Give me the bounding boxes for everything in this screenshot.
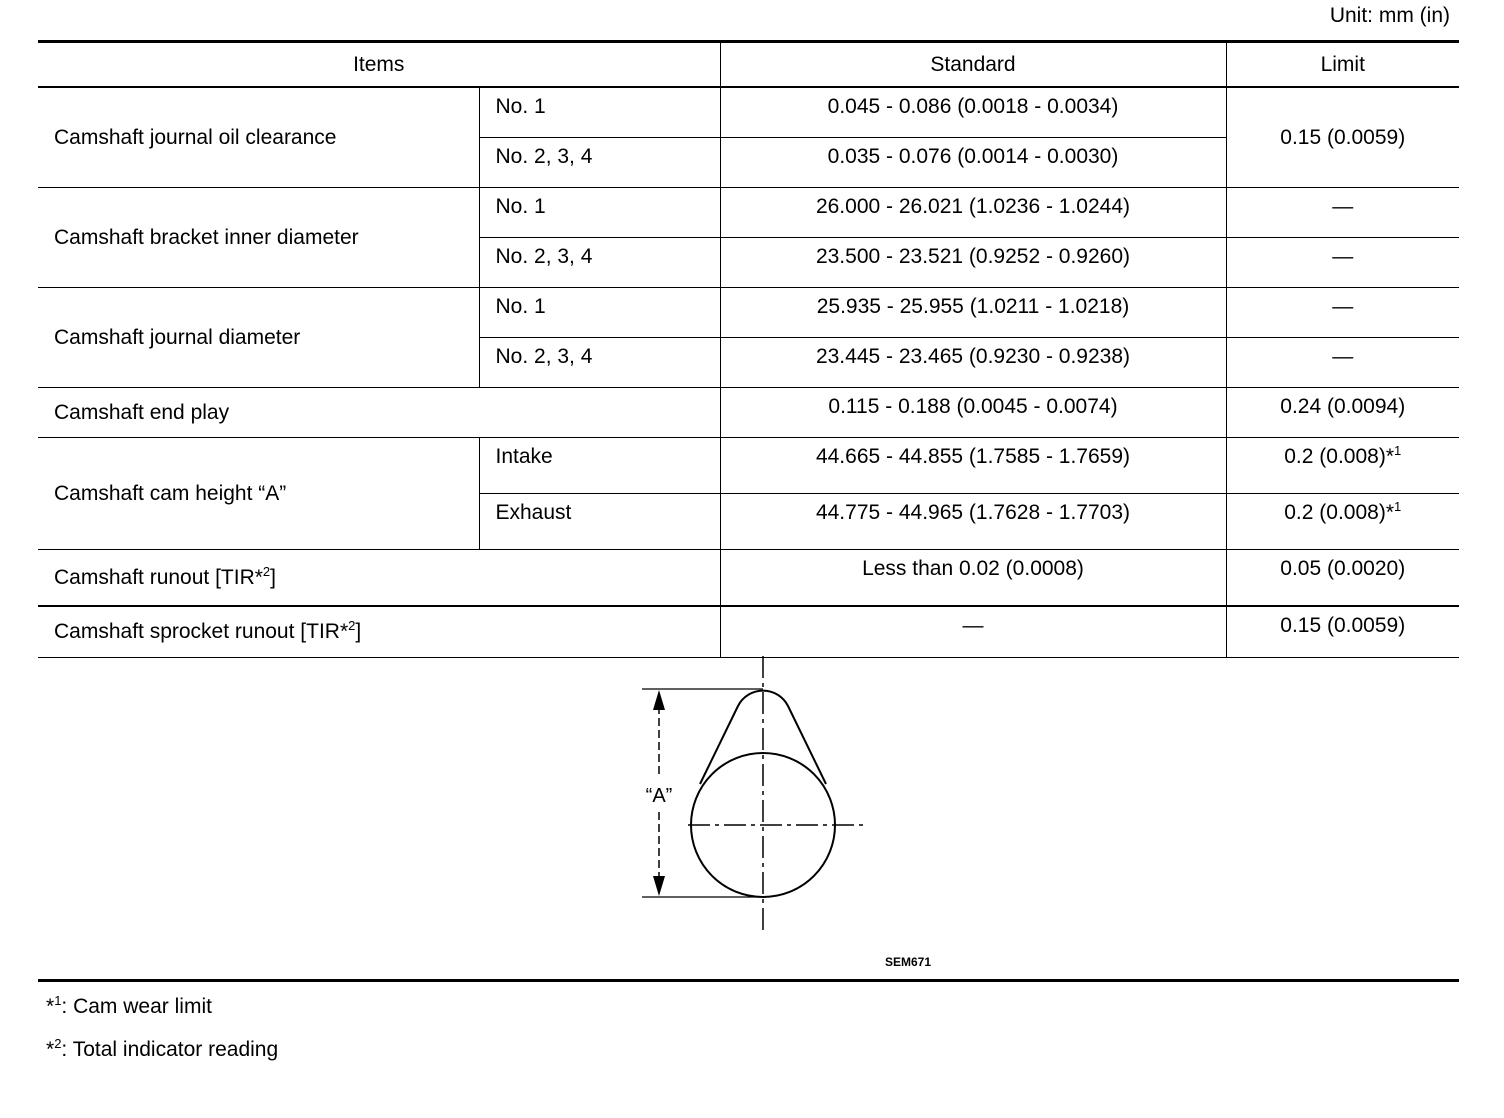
standard-value: 23.500 - 23.521 (0.9252 - 0.9260) <box>720 238 1226 288</box>
camshaft-spec-table <box>38 40 1459 658</box>
sub-item: Intake <box>479 438 720 494</box>
footnote-ref: 2 <box>348 618 356 633</box>
sub-item: Exhaust <box>479 494 720 550</box>
standard-value: Less than 0.02 (0.0008) <box>720 550 1226 607</box>
standard-value: 0.115 - 0.188 (0.0045 - 0.0074) <box>720 388 1226 438</box>
standard-value: 44.775 - 44.965 (1.7628 - 1.7703) <box>720 494 1226 550</box>
figure-code: SEM671 <box>885 955 932 969</box>
footnote-ref: 2 <box>262 563 271 579</box>
sub-item: No. 1 <box>479 87 720 138</box>
limit-value: 0.15 (0.0059) <box>1226 87 1459 188</box>
item-label: Camshaft bracket inner diameter <box>38 188 479 288</box>
limit-value: — <box>1226 288 1459 338</box>
item-label <box>38 550 720 607</box>
limit-text: 0.2 (0.008)* <box>1284 501 1394 524</box>
footnote-1 <box>46 995 212 1019</box>
limit-value: — <box>1226 238 1459 288</box>
item-label <box>38 606 720 658</box>
header-items: Items <box>38 42 720 88</box>
unit-label: Unit: mm (in) <box>1329 4 1450 27</box>
limit-value <box>1226 494 1459 550</box>
item-label: Camshaft cam height “A” <box>38 438 479 550</box>
item-label-end: ] <box>270 565 276 589</box>
table-row <box>38 388 1459 438</box>
footnote-number: 1 <box>54 993 62 1008</box>
table-row <box>38 87 1459 138</box>
footnote-2 <box>46 1038 278 1062</box>
item-label: Camshaft journal oil clearance <box>38 87 479 188</box>
standard-value: 23.445 - 23.465 (0.9230 - 0.9238) <box>720 338 1226 388</box>
footnote-text: : Cam wear limit <box>61 995 212 1018</box>
limit-value: 0.05 (0.0020) <box>1226 550 1459 607</box>
standard-value: 0.045 - 0.086 (0.0018 - 0.0034) <box>720 87 1226 138</box>
header-limit: Limit <box>1226 42 1459 88</box>
footnote-text: : Total indicator reading <box>61 1038 279 1061</box>
standard-value: 0.035 - 0.076 (0.0014 - 0.0030) <box>720 138 1226 188</box>
table-row <box>38 606 1459 658</box>
item-label: Camshaft end play <box>38 388 720 438</box>
standard-value: 26.000 - 26.021 (1.0236 - 1.0244) <box>720 188 1226 238</box>
footnote-mark: * <box>46 995 55 1018</box>
table-header-row <box>38 42 1459 88</box>
item-label-text: Camshaft runout [TIR* <box>54 565 263 589</box>
item-label-end: ] <box>355 620 362 643</box>
limit-value: — <box>1226 188 1459 238</box>
footnote-ref: 1 <box>1394 443 1402 458</box>
footnote-number: 2 <box>54 1036 62 1051</box>
standard-value: 44.665 - 44.855 (1.7585 - 1.7659) <box>720 438 1226 494</box>
table-row <box>38 188 1459 238</box>
sub-item: No. 2, 3, 4 <box>479 238 720 288</box>
standard-value: — <box>720 606 1226 658</box>
table-row <box>38 550 1459 607</box>
footnote-ref: 1 <box>1394 499 1402 514</box>
arrow-up-icon <box>653 690 665 710</box>
item-label: Camshaft journal diameter <box>38 288 479 388</box>
cam-height-figure <box>630 652 870 942</box>
sub-item: No. 2, 3, 4 <box>479 338 720 388</box>
table-row <box>38 288 1459 338</box>
item-label-text: Camshaft sprocket runout [TIR* <box>54 620 349 643</box>
dimension-label: “A” <box>645 785 673 807</box>
limit-value: 0.24 (0.0094) <box>1226 388 1459 438</box>
limit-text: 0.2 (0.008)* <box>1284 445 1394 468</box>
footnote-divider <box>38 979 1459 982</box>
header-standard: Standard <box>720 42 1226 88</box>
limit-value: 0.15 (0.0059) <box>1226 606 1459 658</box>
limit-value <box>1226 438 1459 494</box>
footnote-mark: * <box>46 1038 55 1061</box>
cam-diagram <box>630 652 870 942</box>
table-row <box>38 438 1459 494</box>
limit-value: — <box>1226 338 1459 388</box>
sub-item: No. 1 <box>479 288 720 338</box>
sub-item: No. 2, 3, 4 <box>479 138 720 188</box>
sub-item: No. 1 <box>479 188 720 238</box>
standard-value: 25.935 - 25.955 (1.0211 - 1.0218) <box>720 288 1226 338</box>
arrow-down-icon <box>653 876 665 896</box>
